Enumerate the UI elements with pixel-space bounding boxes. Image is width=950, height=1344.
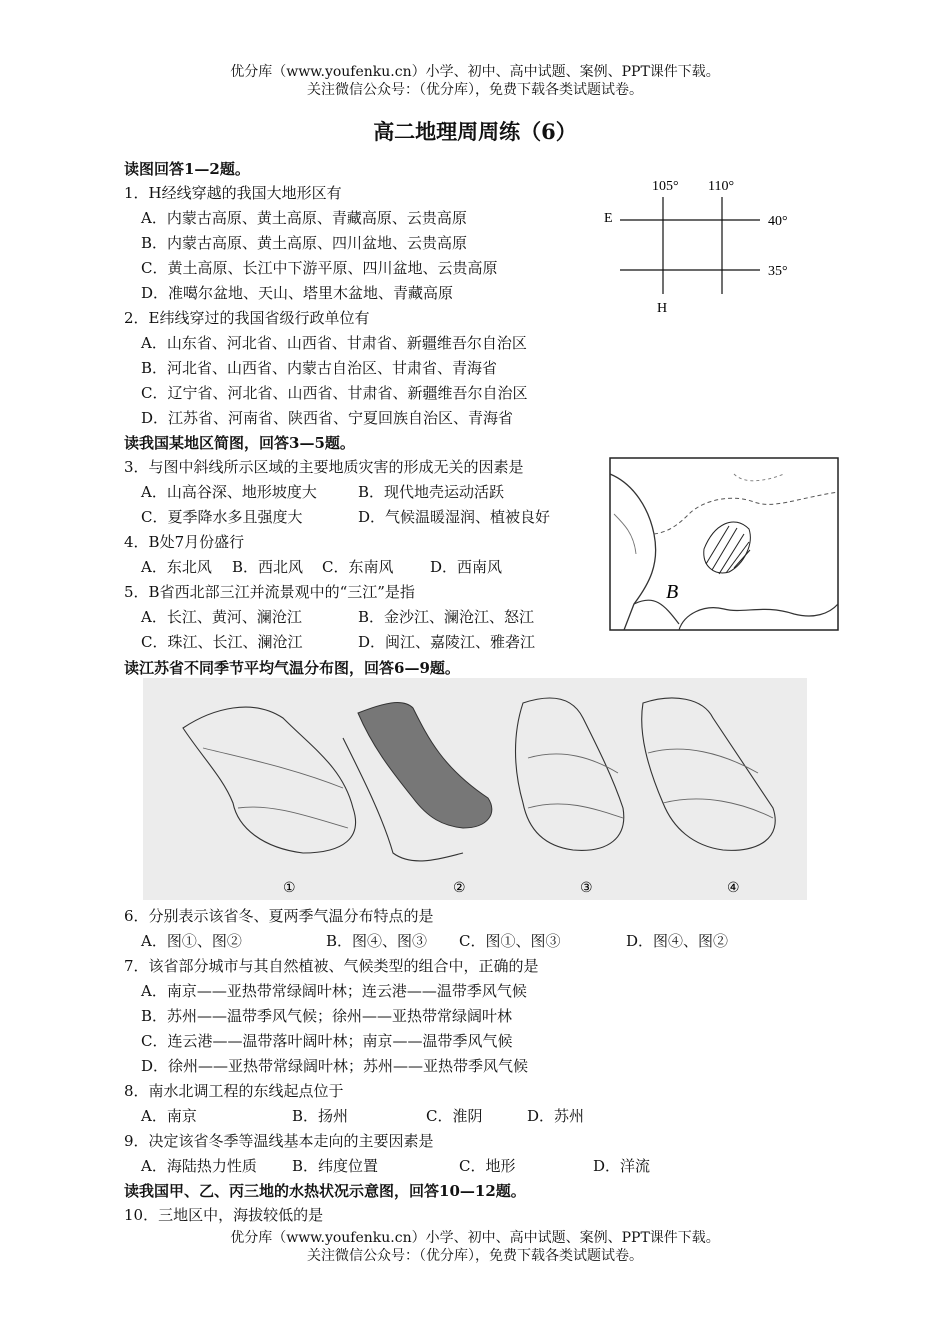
q3-option-c: C．夏季降水多且强度大 [141,508,303,526]
q6-option-b: B．图④、图③ [326,932,428,950]
site-footer-line1: 优分库（www.youfenku.cn）小学、初中、高中试题、案例、PPT课件下载。 [230,1230,720,1246]
label-h: H [657,301,668,316]
q4-option-b: B．西北风 [232,558,304,576]
q9-option-c: C．地形 [459,1157,516,1175]
q7-stem: 7．该省部分城市与其自然植被、气候类型的组合中，正确的是 [124,957,539,975]
site-header-line1: 优分库（www.youfenku.cn）小学、初中、高中试题、案例、PPT课件下载。 [230,64,720,80]
q4-option-a: A．东北风 [141,558,212,576]
q7-option-b: B．苏州——温带季风气候；徐州——亚热带常绿阔叶林 [141,1007,513,1025]
lat-lon-grid-figure [598,172,808,322]
q10-stem: 10．三地区中，海拔较低的是 [124,1206,324,1224]
q9-option-b: B．纬度位置 [292,1157,379,1175]
panel-label-2: ② [453,881,466,896]
section1-instruction: 读图回答1—2题。 [124,160,250,178]
q8-option-a: A．南京 [141,1107,197,1125]
q5-option-b: B．金沙江、澜沧江、怒江 [358,608,535,626]
q2-option-c: C．辽宁省、河北省、山西省、甘肃省、新疆维吾尔自治区 [141,384,528,402]
lat-label-35: 35° [768,264,788,279]
q1-option-d: D．准噶尔盆地、天山、塔里木盆地、青藏高原 [141,284,454,302]
q2-option-a: A．山东省、河北省、山西省、甘肃省、新疆维吾尔自治区 [141,334,527,352]
q5-option-c: C．珠江、长江、澜沧江 [141,633,303,651]
q3-stem: 3．与图中斜线所示区域的主要地质灾害的形成无关的因素是 [124,458,524,476]
q9-option-d: D．洋流 [593,1157,651,1175]
site-footer-line2: 关注微信公众号：（优分库），免费下载各类试题试卷。 [307,1248,643,1264]
q6-option-c: C．图①、图③ [459,932,561,950]
q8-option-c: C．淮阴 [426,1107,483,1125]
q7-option-d: D．徐州——亚热带常绿阔叶林；苏州——亚热带季风气候 [141,1057,529,1075]
q4-option-c: C．东南风 [322,558,394,576]
q1-option-c: C．黄土高原、长江中下游平原、四川盆地、云贵高原 [141,259,498,277]
q2-option-d: D．江苏省、河南省、陕西省、宁夏回族自治区、青海省 [141,409,514,427]
panel-label-3: ③ [580,881,593,896]
q7-option-a: A．南京——亚热带常绿阔叶林；连云港——温带季风气候 [141,982,527,1000]
lon-label-110: 110° [708,179,735,194]
q9-option-a: A．海陆热力性质 [141,1157,257,1175]
map-label-b: B [666,581,679,603]
section3-instruction: 读江苏省不同季节平均气温分布图，回答6—9题。 [124,659,460,677]
q2-stem: 2．E纬线穿过的我国省级行政单位有 [124,309,370,327]
q3-option-a: A．山高谷深、地形坡度大 [141,483,317,501]
panel-label-1: ① [283,881,296,896]
q3-option-d: D．气候温暖湿润、植被良好 [358,508,551,526]
lat-label-40: 40° [768,214,788,229]
q8-option-d: D．苏州 [527,1107,585,1125]
q5-option-a: A．长江、黄河、澜沧江 [141,608,302,626]
q8-option-b: B．扬州 [292,1107,349,1125]
q3-option-b: B．现代地壳运动活跃 [358,483,505,501]
q1-option-a: A．内蒙古高原、黄土高原、青藏高原、云贵高原 [141,209,467,227]
q1-option-b: B．内蒙古高原、黄土高原、四川盆地、云贵高原 [141,234,468,252]
panel-label-4: ④ [727,881,740,896]
q1-stem: 1．H经线穿越的我国大地形区有 [124,184,342,202]
region-map-figure [594,454,844,632]
q7-option-c: C．连云港——温带落叶阔叶林；南京——温带季风气候 [141,1032,513,1050]
q2-option-b: B．河北省、山西省、内蒙古自治区、甘肃省、青海省 [141,359,498,377]
q9-stem: 9．决定该省冬季等温线基本走向的主要因素是 [124,1132,434,1150]
lon-label-105: 105° [652,179,679,194]
q5-option-d: D．闽江、嘉陵江、雅砻江 [358,633,536,651]
q6-option-d: D．图④、图② [626,932,729,950]
section2-instruction: 读我国某地区简图，回答3—5题。 [124,434,355,452]
section4-instruction: 读我国甲、乙、丙三地的水热状况示意图，回答10—12题。 [124,1182,526,1200]
jiangsu-temperature-maps [143,678,807,900]
q6-stem: 6．分别表示该省冬、夏两季气温分布特点的是 [124,907,434,925]
q8-stem: 8．南水北调工程的东线起点位于 [124,1082,344,1100]
site-header-line2: 关注微信公众号：（优分库），免费下载各类试题试卷。 [307,82,643,98]
q5-stem: 5．B省西北部三江并流景观中的“三江”是指 [124,583,415,601]
q4-stem: 4．B处7月份盛行 [124,533,245,551]
q4-option-d: D．西南风 [430,558,503,576]
q6-option-a: A．图①、图② [141,932,242,950]
page-title: 高二地理周周练（6） [373,119,577,144]
label-e: E [604,211,613,226]
